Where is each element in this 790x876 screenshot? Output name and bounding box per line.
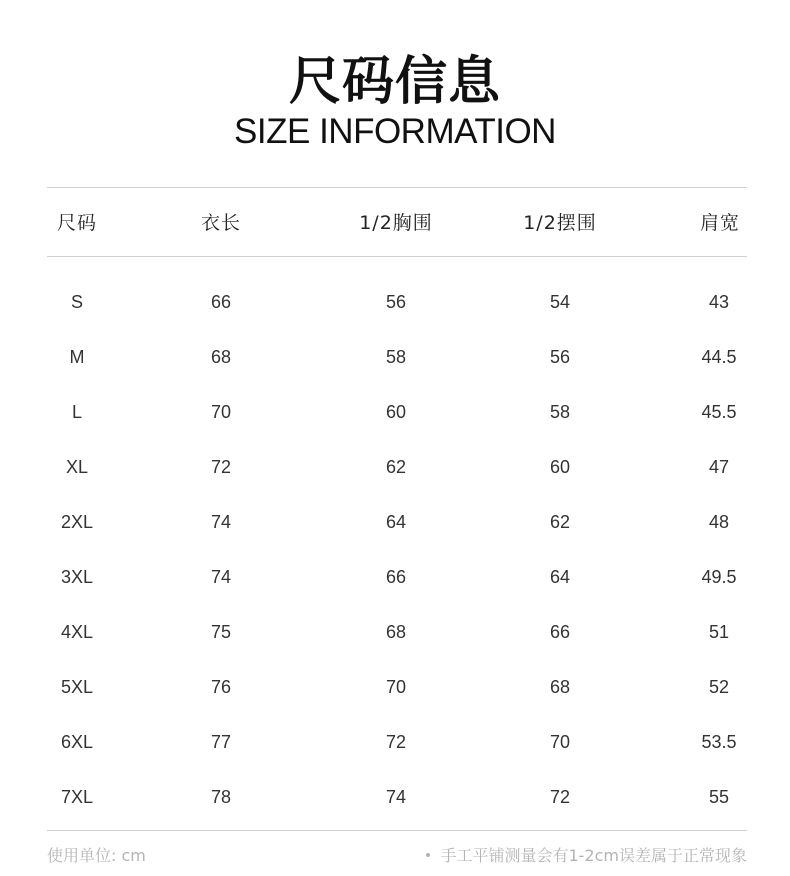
cell-shoulder: 47 (708, 457, 730, 477)
table-row (0, 727, 790, 757)
cell-length: 68 (210, 347, 232, 367)
header-length: 衣长 (200, 212, 241, 234)
cell-size: 4XL (60, 622, 94, 642)
table-row (0, 562, 790, 592)
cell-shoulder: 44.5 (701, 347, 737, 367)
measurement-note-text: 手工平铺测量会有1-2cm误差属于正常现象 (440, 846, 747, 865)
cell-size: 5XL (60, 677, 94, 697)
header-size: 尺码 (56, 212, 97, 234)
table-row (0, 452, 790, 482)
table-bottom-divider (47, 830, 747, 831)
page-title: 尺码信息 (288, 52, 501, 112)
cell-size: S (70, 292, 83, 312)
cell-size: 3XL (60, 567, 94, 587)
unit-note: 使用单位: cm (47, 846, 146, 865)
cell-half-chest: 66 (385, 567, 407, 587)
cell-half-chest: 62 (385, 457, 407, 477)
table-row (0, 287, 790, 317)
cell-half-hem: 72 (549, 787, 571, 807)
cell-shoulder: 49.5 (701, 567, 737, 587)
cell-half-hem: 56 (549, 347, 571, 367)
cell-size: 6XL (60, 732, 94, 752)
cell-length: 66 (210, 292, 232, 312)
header-half-chest: 1/2胸围 (359, 212, 433, 234)
cell-half-chest: 60 (385, 402, 407, 422)
cell-shoulder: 45.5 (701, 402, 737, 422)
cell-length: 75 (210, 622, 232, 642)
cell-size: 7XL (60, 787, 94, 807)
cell-half-hem: 64 (549, 567, 571, 587)
cell-length: 78 (210, 787, 232, 807)
table-top-divider (47, 187, 747, 188)
cell-half-hem: 60 (549, 457, 571, 477)
cell-length: 77 (210, 732, 232, 752)
bullet-dot-icon (426, 853, 430, 857)
page-subtitle: SIZE INFORMATION (234, 112, 556, 151)
table-row (0, 617, 790, 647)
cell-half-chest: 58 (385, 347, 407, 367)
cell-half-chest: 64 (385, 512, 407, 532)
cell-shoulder: 48 (708, 512, 730, 532)
cell-half-hem: 68 (549, 677, 571, 697)
cell-shoulder: 52 (708, 677, 730, 697)
cell-size: L (71, 402, 82, 422)
table-row (0, 782, 790, 812)
measurement-note (426, 845, 747, 867)
cell-half-hem: 66 (549, 622, 571, 642)
cell-length: 74 (210, 512, 232, 532)
cell-half-hem: 62 (549, 512, 571, 532)
cell-size: 2XL (60, 512, 94, 532)
cell-size: M (69, 347, 85, 367)
cell-size: XL (65, 457, 89, 477)
cell-half-hem: 54 (549, 292, 571, 312)
cell-half-chest: 72 (385, 732, 407, 752)
cell-half-chest: 74 (385, 787, 407, 807)
table-row (0, 342, 790, 372)
cell-length: 76 (210, 677, 232, 697)
cell-half-chest: 68 (385, 622, 407, 642)
header-shoulder: 肩宽 (699, 212, 740, 234)
cell-length: 74 (210, 567, 232, 587)
cell-shoulder: 51 (708, 622, 730, 642)
table-row (0, 672, 790, 702)
table-header-row (0, 208, 790, 238)
table-header-divider (47, 256, 747, 257)
cell-length: 72 (210, 457, 232, 477)
table-row (0, 507, 790, 537)
cell-half-chest: 56 (385, 292, 407, 312)
cell-half-hem: 58 (549, 402, 571, 422)
cell-half-hem: 70 (549, 732, 571, 752)
header-half-hem: 1/2摆围 (523, 212, 597, 234)
cell-shoulder: 53.5 (701, 732, 737, 752)
table-row (0, 397, 790, 427)
cell-half-chest: 70 (385, 677, 407, 697)
cell-length: 70 (210, 402, 232, 422)
cell-shoulder: 55 (708, 787, 730, 807)
cell-shoulder: 43 (708, 292, 730, 312)
